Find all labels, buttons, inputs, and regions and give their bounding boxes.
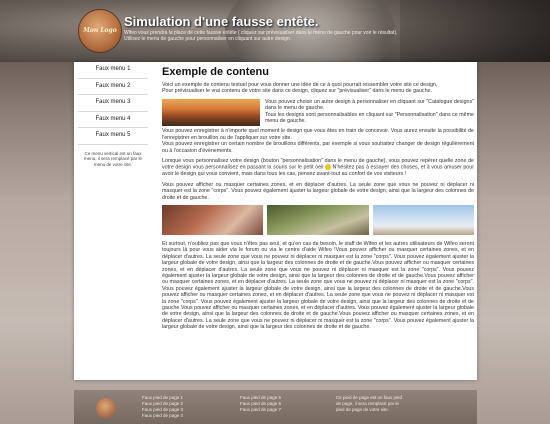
save-text-2: Vous pouvez enregistrer un certain nombre de brouillons différents, par exemple si vous souhaitez changer de design régulièrement ou à l'occasion d'évènements. [162, 141, 474, 154]
site-logo[interactable] [78, 9, 122, 53]
intro-text-1: Voici un exemple de contenu textuel pour vous donner une idée de ce à quoi pourrait ressembler votre site ce design. [162, 82, 438, 88]
footer-note: Ce pied de page est un faux pied de page, il sera remplacé par le pied de page de votre site. [336, 395, 403, 412]
footer-link-3[interactable]: Faux pied de page 3 [142, 407, 184, 412]
footer-link-1[interactable]: Faux pied de page 1 [142, 395, 184, 400]
site-subtitle: Wifeo vous prendra la place de cette fausse entête ( cliquez sur prévisualiser dans le menu de gauche pour voir le résultat). Utilisez le menu de gauche pour personnaliser en cliquant sur autre design. [124, 30, 398, 42]
sidebar-item-2[interactable]: Faux menu 2 [78, 79, 148, 96]
sidebar-note: Ce menu vertical est un faux menu, il sera remplacé par le menu de votre site. [83, 150, 143, 167]
zones-paragraph: Vous pouvez afficher ou masquer certaines zones, et en déplacer d'autres. La seule zone que vous ne pouvez ni déplacer ni masquer est la zone "corps". Vous pouvez également ajuster la largeur globale de votre design, ainsi que la largeur des colonnes de droite et de gauche. [162, 181, 474, 201]
main-content [162, 66, 474, 335]
help-paragraph: Et surtout, n'oubliez pas que vous n'êtes pas seul, et qu'en cas de besoin, le staff de Wifeo et les autres utilisateurs de Wifeo seront toujours là pour vous aider via le forum ou via le centre d'aide Wifeo !Vous pouvez afficher ou masquer certaines zones, et en déplacer d'autres. La seule zone que vous ne pouvez ni déplacer ni masquer est la zone "corps". Vous pouvez également ajuster la largeur globale de votre design, ainsi que la largeur des colonnes de droite et de gauche.Vous pouvez afficher ou masquer certaines zones, et en déplacer d'autres. La seule zone que vous ne pouvez ni déplacer ni masquer est la zone "corps". Vous pouvez également ajuster la largeur globale de votre design, ainsi que la largeur des colonnes de droite et de gauche.Vous pouvez afficher ou masquer certaines zones, et en déplacer d'autres. La seule zone que vous ne pouvez ni déplacer ni masquer est la zone "corps". Vous pouvez également ajuster la largeur globale de votre design, ainsi que la largeur des colonnes de droite et de gauche.Vous pouvez afficher ou masquer certaines zones, et en déplacer d'autres. La seule zone que vous ne pouvez ni déplacer ni masquer est la zone "corps". Vous pouvez également ajuster la largeur globale de votre design, ainsi que la largeur des colonnes de droite et de gauche.Vous pouvez afficher ou masquer certaines zones, et en déplacer d'autres. Vous pouvez également ajuster la largeur globale de votre design, ainsi que la largeur des colonnes de droite et de gauche.Vous pouvez afficher ou masquer certaines zones, et en déplacer d'autres. La seule zone que vous ne pouvez ni déplacer ni masquer est la zone "corps". Vous pouvez également ajuster la largeur globale de votre design, ainsi que la largeur des colonnes de droite et de gauche. [162, 240, 474, 331]
save-text-1: Vous pouvez enregistrer à n'importe quel moment le design que vous êtes en train de concevoir. Vous aurez ensuite la possibilité de l'enregistrer en brouillon ou de l'appliquer sur votre site. [162, 128, 474, 141]
gallery-image-2 [267, 205, 368, 235]
footer-link-6[interactable]: Faux pied de page 6 [240, 401, 282, 406]
sidebar-item-3[interactable]: Faux menu 3 [78, 95, 148, 112]
footer-logo [96, 398, 116, 418]
eye-icon [325, 164, 331, 170]
footer-link-7[interactable]: Faux pied de page 7 [240, 407, 282, 412]
customize-text-2: N'hésitez pas à essayer des choses, et à vous amuser pour avoir le design qui vous convient, mais dans tous les cas, pensez avant-tout au confort de vos visiteurs ! [162, 164, 474, 178]
page-footer [74, 390, 477, 424]
sidebar-item-1[interactable]: Faux menu 1 [78, 62, 148, 79]
footer-link-5[interactable]: Faux pied de page 5 [240, 395, 282, 400]
design-text-2: Tous les designs sont personnalisables en cliquant sur "Personnalisation" dans ce même menu de gauche. [265, 111, 474, 125]
footer-column-2 [240, 395, 281, 413]
page-container [74, 62, 477, 380]
footer-link-4[interactable]: Faux pied de page 4 [142, 413, 184, 418]
gallery-image-1 [162, 205, 263, 235]
page-title: Exemple de contenu [162, 66, 269, 78]
header-strap-image [400, 0, 550, 62]
footer-link-2[interactable]: Faux pied de page 2 [142, 401, 184, 406]
site-title: Simulation d'une fausse entête. [124, 14, 319, 29]
intro-paragraph [162, 82, 474, 95]
image-gallery [162, 205, 474, 235]
sidebar-menu [74, 62, 152, 167]
gallery-image-3 [373, 205, 474, 235]
footer-column-1 [142, 395, 183, 419]
sidebar-item-4[interactable]: Faux menu 4 [78, 112, 148, 129]
customize-paragraph [162, 158, 474, 178]
logo-text: Mon Logo [83, 27, 117, 34]
design-text-1: Vous pouvez choisir un autre design à personnaliser en cliquant sur "Catalogue designs" dans le menu de gauche. [265, 98, 474, 112]
save-paragraph [162, 128, 474, 154]
intro-text-2: Pour prévisualiser le vrai contenu de votre site dans ce design, cliquez sur "prévisualiser" dans le menu de gauche. [162, 88, 432, 95]
landscape-image [162, 99, 260, 126]
customize-text-1: Lorsque vous personnalisez votre design (bouton "personnalisation" dans le menu de gauche), vous pouvez repérer quelle zone de votre design vous personnalisez en passant la souris sur le petit oeil [162, 158, 474, 171]
sidebar-item-5[interactable]: Faux menu 5 [78, 128, 148, 145]
